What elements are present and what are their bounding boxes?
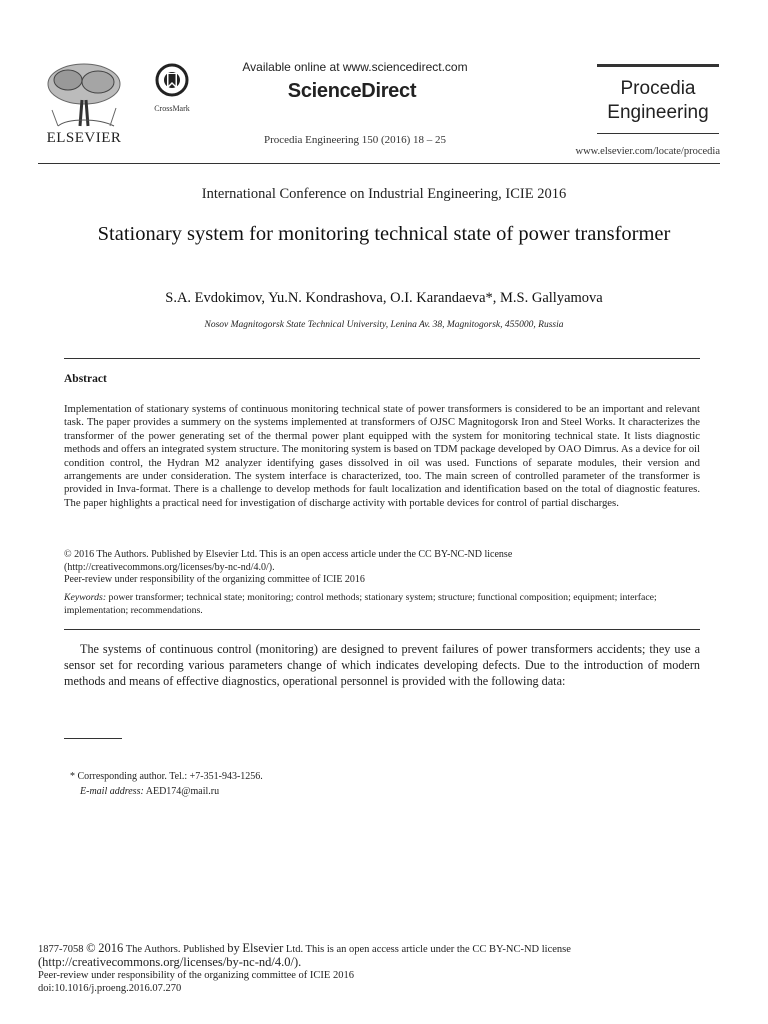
crossmark-label: CrossMark [154,104,190,113]
abstract-top-rule [64,358,700,359]
author-email [80,786,219,797]
footer-license-url[interactable]: (http://creativecommons.org/licenses/by-nc-nd/4.0/). [38,955,302,969]
keywords-label: Keywords: [64,592,107,603]
elsevier-logo [38,60,130,150]
abstract-license [64,549,700,587]
paper-title: Stationary system for monitoring technical state of power transformer [97,223,671,245]
paper-authors: S.A. Evdokimov, Yu.N. Kondrashova, O.I. Karandaeva*, M.S. Gallyamova [165,290,603,306]
keywords-list: power transformer; technical state; monitoring; control methods; stationary system; structure; functional composition; equipment; interface; implementation; recommendations. [64,592,657,616]
sciencedirect-brand: ScienceDirect [287,80,417,102]
available-online: Available online at www.sciencedirect.com [242,60,468,74]
issn: 1877-7058 [38,944,84,955]
footer-peer-review: Peer-review under responsibility of the organizing committee of ICIE 2016 [38,970,354,981]
elsevier-word: Elsevier [242,941,284,955]
crossmark-icon [155,63,189,97]
email-link[interactable]: AED174@mail.ru [145,786,220,797]
author-affiliation: Nosov Magnitogorsk State Technical University, Lenina Av. 38, Magnitogorsk, 455000, Russia [204,320,564,330]
copyright-year: 2016 [98,941,124,955]
abstract-bottom-rule [64,629,700,630]
intro-paragraph: The systems of continuous control (monitoring) are designed to prevent failures of power transformers accidents; they use a sensor set for recording various parameters change of which indicates developing defects. Due to the introduction of modern methods and means of effective diagnostics, operational personnel is provided with the following data: [64,642,700,688]
keywords [64,591,700,617]
page-footer [38,942,738,995]
authors-published: The Authors. Published [125,944,225,955]
by-word: by [227,941,240,955]
header-divider [38,163,720,164]
journal-title-line2: Engineering [607,102,709,123]
abstract-body: Implementation of stationary systems of continuous monitoring technical state of power transformers is considered to be an important and relevant task. The paper provides a summery on the systems implemented at transformers of OJSC Magnitogorsk Iron and Steel Works. It characterizes the transformer of the power generating set of the thermal power plant equipped with the system for monitoring technical state. It lists diagnostic methods and offers an integrated system structure. The monitoring system is based on TDM package developed by OAO Dimrus. As a device for oil condition control, the Hydran M2 analyzer identifying gases dissolved in oil was used. Functions of separate modules, their version and arrangements are under consideration. The system interface is characterized, too. The main screen of controlled parameter of the transformer is provided in Inva-format. There is a challenge to develop methods for fault localization and identification based on the total of diagnostic features. The paper highlights a practical need for investigation of discharge activity with portable devices for control of partial discharges. [64,403,700,509]
publisher-wordmark: ELSEVIER [46,130,122,146]
copyright-symbol: © [86,941,96,955]
email-label: E-mail address: [80,786,144,797]
footer-license-line [38,942,738,956]
journal-title-box [597,64,719,134]
license-url-link[interactable]: (http://creativecommons.org/licenses/by-nc-nd/4.0/). [64,561,275,573]
footnote-rule [64,738,122,739]
journal-title-line1: Procedia [620,78,696,99]
peer-review-note: Peer-review under responsibility of the organizing committee of ICIE 2016 [64,574,365,585]
license-rest: Ltd. This is an open access article under the CC BY-NC-ND license [285,944,571,955]
conference-name: International Conference on Industrial Engineering, ICIE 2016 [201,186,567,202]
journal-reference: Procedia Engineering 150 (2016) 18 – 25 [263,134,447,146]
corresponding-author: * Corresponding author. Tel.: +7-351-943-1256. [70,771,263,782]
footer-doi[interactable]: doi:10.1016/j.proeng.2016.07.270 [38,983,182,994]
license-line1: © 2016 The Authors. Published by Elsevier Ltd. This is an open access article under the CC BY-NC-ND license [64,549,513,560]
elsevier-tree-icon [38,60,130,130]
abstract-heading: Abstract [64,373,107,385]
crossmark-badge[interactable] [148,63,196,113]
journal-url-link[interactable]: www.elsevier.com/locate/procedia [575,146,720,157]
